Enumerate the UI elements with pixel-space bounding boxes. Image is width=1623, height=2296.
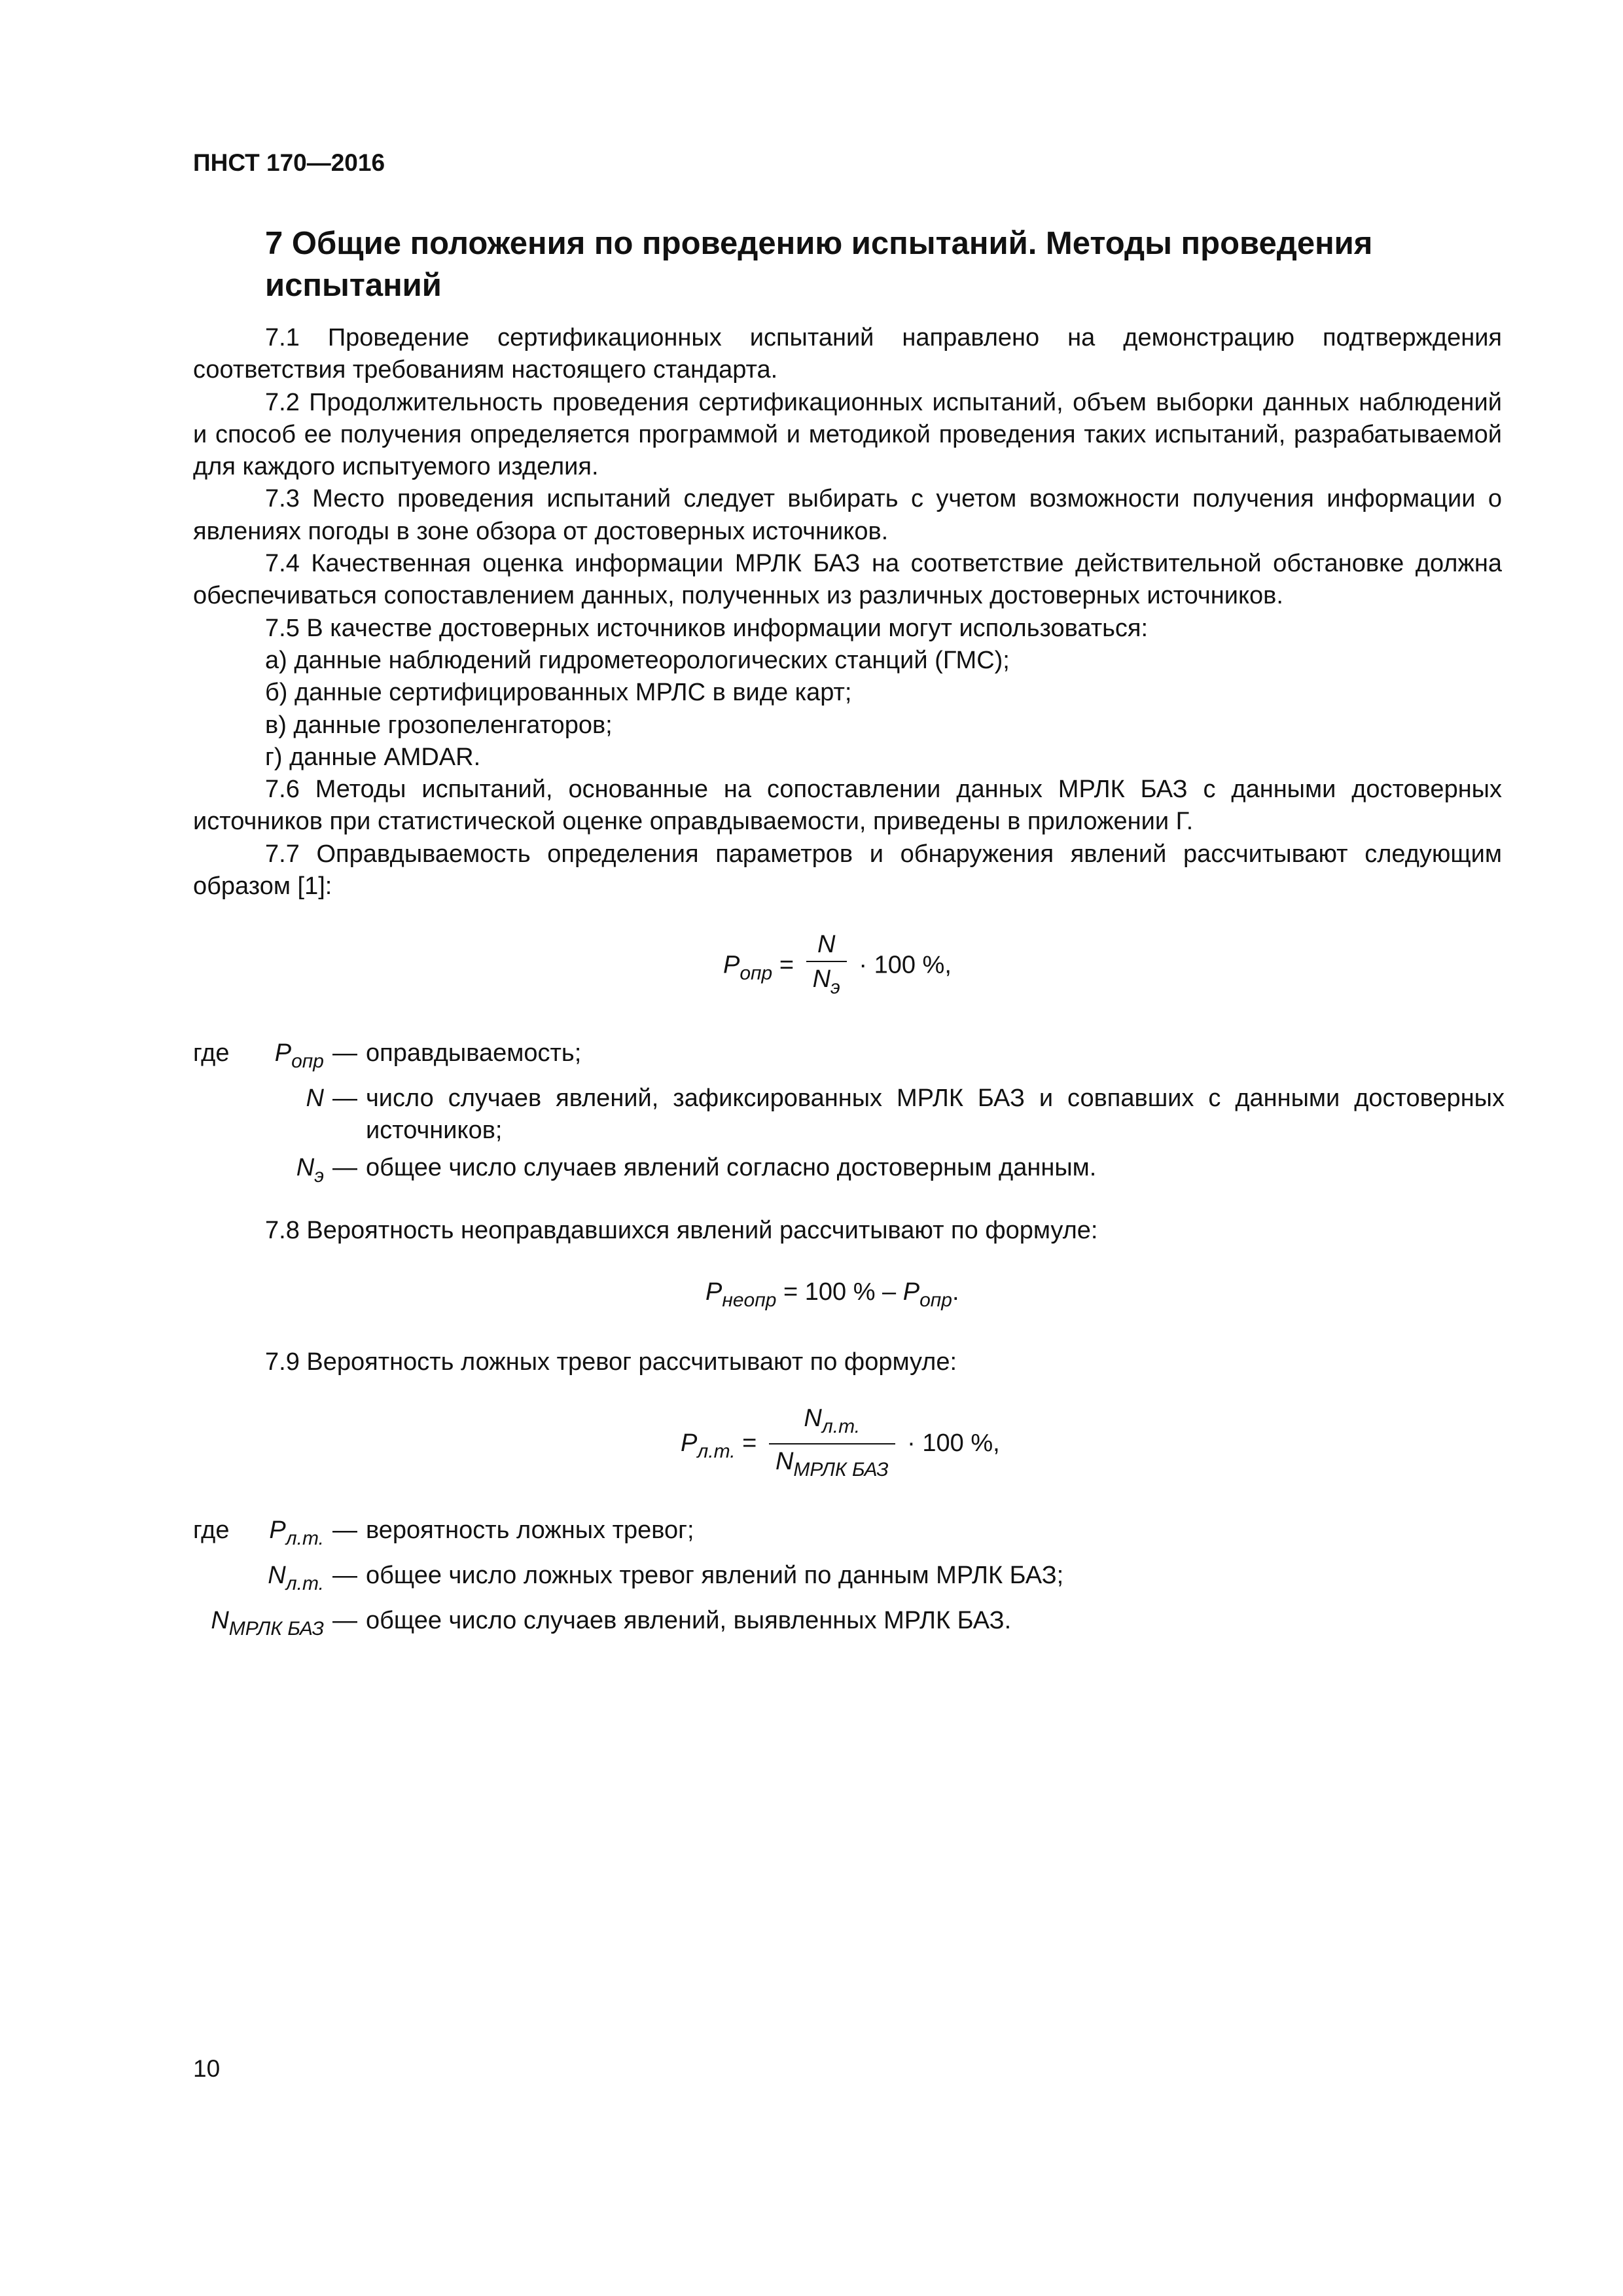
legend-row: где $P_{л.т.}$ — вероятность ложных тревог;: [193, 1516, 694, 1549]
formula-unjustified: $P_{неопр} = 100$ % – $P_{опр}$.: [705, 1278, 959, 1311]
paragraph-7-1: 7.1 Проведение сертификационных испытаний направлено на демонстрацию подтверждения соответствия требованиям настоящего стандарта.: [193, 324, 1502, 384]
paragraph-block-7-9: [193, 1346, 1502, 1378]
paragraph-7-9: 7.9 Вероятность ложных тревог рассчитывают по формуле:: [265, 1348, 957, 1376]
paragraph-7-2: 7.2 Продолжительность проведения сертификационных испытаний, объем выборки данных наблюдений и способ ее получения определяется программой и методикой проведения таких испытаний, разрабатываемой для каждого испытуемого изделия.: [193, 388, 1502, 481]
legend-row: N — число случаев явлений, зафиксированных МРЛК БАЗ и совпавших с данными достоверных источников;: [306, 1085, 1505, 1144]
section-title: 7 Общие положения по проведению испытаний. Методы проведения испытаний: [265, 226, 1373, 303]
formula-justification: $P_{опр}$ = $\frac{N}{N_э}$ · 100 %,: [723, 928, 952, 1005]
section-body: [193, 322, 1502, 903]
legend-row: $N_э$ — общее число случаев явлений согласно достоверным данным.: [296, 1154, 1097, 1187]
paragraph-7-4: 7.4 Качественная оценка информации МРЛК БАЗ на соответствие действительной обстановке должна обеспечиваться сопоставлением данных, полученных из различных достоверных источников.: [193, 550, 1502, 610]
fraction: $\frac{N}{N_э}$: [806, 928, 847, 1005]
document-code: ПНСТ 170—2016: [193, 149, 385, 176]
formula-legend-2: [193, 1515, 1505, 1650]
paragraph-7-6: 7.6 Методы испытаний, основанные на сопоставлении данных МРЛК БАЗ с данными достоверных источников при статистической оценке оправдываемости, приведены в приложении Г.: [193, 776, 1502, 836]
formula-legend-1: [193, 1037, 1505, 1197]
paragraph-block-7-8: [193, 1215, 1502, 1247]
legend-row: $N_{л.т.}$ — общее число ложных тревог явлений по данным МРЛК БАЗ;: [268, 1562, 1064, 1594]
formula-false-alarm: $P_{л.т.}$ = $\frac{N_{л.т.}}{N_{МРЛК БАЗ}}$ · 100 %,: [681, 1402, 1000, 1487]
list-item: в) данные грозопеленгаторов;: [265, 711, 613, 739]
list-item: б) данные сертифицированных МРЛС в виде карт;: [265, 679, 852, 707]
page-number: 10: [193, 2055, 221, 2082]
paragraph-7-5: 7.5 В качестве достоверных источников информации могут использоваться:: [265, 614, 1149, 642]
list-item: г) данные AMDAR.: [265, 743, 481, 771]
paragraph-7-8: 7.8 Вероятность неоправдавшихся явлений рассчитывают по формуле:: [265, 1217, 1098, 1244]
list-item: а) данные наблюдений гидрометеорологических станций (ГМС);: [265, 646, 1010, 674]
legend-row: где $P_{опр}$ — оправдываемость;: [193, 1039, 582, 1072]
legend-row: $N_{МРЛК БАЗ}$ — общее число случаев явлений, выявленных МРЛК БАЗ.: [211, 1607, 1012, 1640]
paragraph-7-7: 7.7 Оправдываемость определения параметров и обнаружения явлений рассчитывают следующим образом [1]:: [193, 840, 1502, 901]
paragraph-7-3: 7.3 Место проведения испытаний следует выбирать с учетом возможности получения информации о явлениях погоды в зоне обзора от достоверных источников.: [193, 485, 1502, 545]
fraction: $\frac{N_{л.т.}}{N_{МРЛК БАЗ}}$: [769, 1402, 895, 1487]
